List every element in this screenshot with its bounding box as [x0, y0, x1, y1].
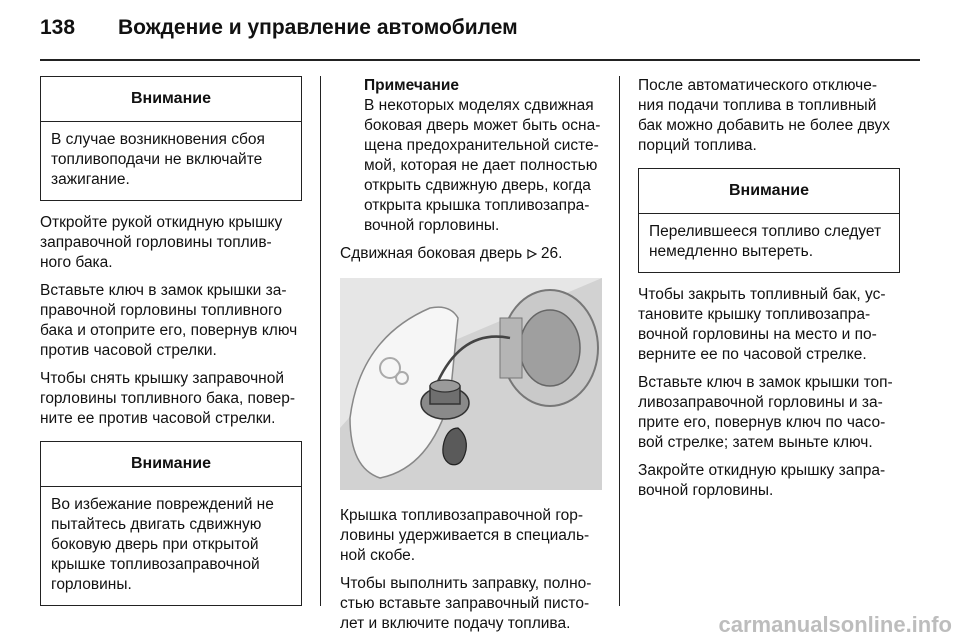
text-line: Чтобы снять крышку заправочной [40, 370, 284, 387]
page-number: 138 [40, 16, 76, 39]
column-2 [340, 76, 602, 642]
text-line: Вставьте ключ в замок крышки за- [40, 282, 287, 299]
reference-text: Сдвижная боковая дверь [340, 245, 523, 262]
paragraph-open-lid [40, 213, 302, 273]
text-line: Чтобы закрыть топливный бак, ус- [638, 286, 886, 303]
text-line: прите его, повернув ключ по часо- [638, 414, 886, 431]
watermark: carmanualsonline.info [718, 612, 952, 637]
text-line: открыта крышка топливозапра- [364, 197, 590, 214]
column-1 [40, 76, 302, 618]
text-line: лет и включите подачу топлива. [340, 615, 571, 632]
text-line: В некоторых моделях сдвижная [364, 97, 594, 114]
text-line: тановите крышку топливозапра- [638, 306, 871, 323]
text-line: мой, которая не дает полностью [364, 157, 598, 174]
text-line: порций топлива. [638, 137, 757, 154]
paragraph-refuel [340, 574, 602, 634]
paragraph-insert-key [40, 281, 302, 361]
paragraph-remove-cap [40, 369, 302, 429]
warning-title: Внимание [41, 77, 301, 122]
note-block [340, 76, 602, 236]
text-line: открыть сдвижную дверь, когда [364, 177, 591, 194]
text-line: ния подачи топлива в топливный [638, 97, 877, 114]
text-line: немедленно вытереть. [649, 243, 813, 260]
text-line: Перелившееся топливо следует [649, 223, 882, 240]
text-line: ните ее против часовой стрелки. [40, 410, 276, 427]
text-line: вой стрелке; затем выньте ключ. [638, 434, 873, 451]
text-line: боковую дверь при открытой [51, 536, 259, 553]
column-divider-2 [619, 76, 620, 606]
text-line: пытайтесь двигать сдвижную [51, 516, 262, 533]
figure-caption [340, 506, 602, 566]
text-line: После автоматического отключе- [638, 77, 878, 94]
text-line: Чтобы выполнить заправку, полно- [340, 575, 592, 592]
text-line: заправочной горловины топлив- [40, 234, 272, 251]
text-line: горловины. [51, 576, 132, 593]
paragraph-close-lid [638, 461, 900, 501]
warning-body [639, 214, 899, 272]
cross-reference[interactable] [340, 244, 602, 264]
text-line: топливоподачи не включайте [51, 151, 263, 168]
text-line: вочной горловины. [364, 217, 500, 234]
warning-title: Внимание [41, 442, 301, 487]
paragraph-close-cap [638, 285, 900, 365]
text-line: крышке топливозаправочной [51, 556, 260, 573]
warning-box-2 [40, 441, 302, 606]
text-line: вочной горловины на место и по- [638, 326, 877, 343]
warning-box-3 [638, 168, 900, 273]
warning-body [41, 487, 301, 605]
text-line: зажигание. [51, 171, 130, 188]
column-3 [638, 76, 900, 509]
text-line: бака и отоприте его, повернув ключ [40, 322, 298, 339]
text-line: Крышка топливозаправочной гор- [340, 507, 584, 524]
reference-page: 26. [540, 245, 563, 262]
text-line: Во избежание повреждений не [51, 496, 274, 513]
text-line: правочной горловины топливного [40, 302, 282, 319]
paragraph-after-shutoff [638, 76, 900, 156]
text-line: щена предохранительной систе- [364, 137, 599, 154]
fuel-cap-drawing [340, 278, 602, 490]
paragraph-lock-cap [638, 373, 900, 453]
text-line: Закройте откидную крышку запра- [638, 462, 886, 479]
text-line: ловины удерживается в специаль- [340, 527, 590, 544]
text-line: В случае возникновения сбоя [51, 131, 265, 148]
text-line: вочной горловины. [638, 482, 774, 499]
warning-title: Внимание [639, 169, 899, 214]
text-line: бак можно добавить не более двух [638, 117, 891, 134]
text-line: ливозаправочной горловины и за- [638, 394, 883, 411]
page-title: Вождение и управление автомобилем [118, 16, 518, 39]
text-line: верните ее по часовой стрелке. [638, 346, 867, 363]
warning-box-1 [40, 76, 302, 201]
page-header [40, 16, 518, 42]
text-line: против часовой стрелки. [40, 342, 217, 359]
text-line: горловины топливного бака, повер- [40, 390, 296, 407]
reference-arrow-icon [527, 249, 537, 259]
header-rule [40, 59, 920, 61]
column-divider-1 [320, 76, 321, 606]
text-line: ного бака. [40, 254, 113, 271]
text-line: Откройте рукой откидную крышку [40, 214, 283, 231]
note-title: Примечание [364, 77, 459, 94]
text-line: боковая дверь может быть осна- [364, 117, 601, 134]
text-line: стью вставьте заправочный писто- [340, 595, 590, 612]
text-line: Вставьте ключ в замок крышки топ- [638, 374, 893, 391]
warning-body [41, 122, 301, 200]
fuel-filler-cap-illustration [340, 278, 602, 490]
text-line: ной скобе. [340, 547, 416, 564]
